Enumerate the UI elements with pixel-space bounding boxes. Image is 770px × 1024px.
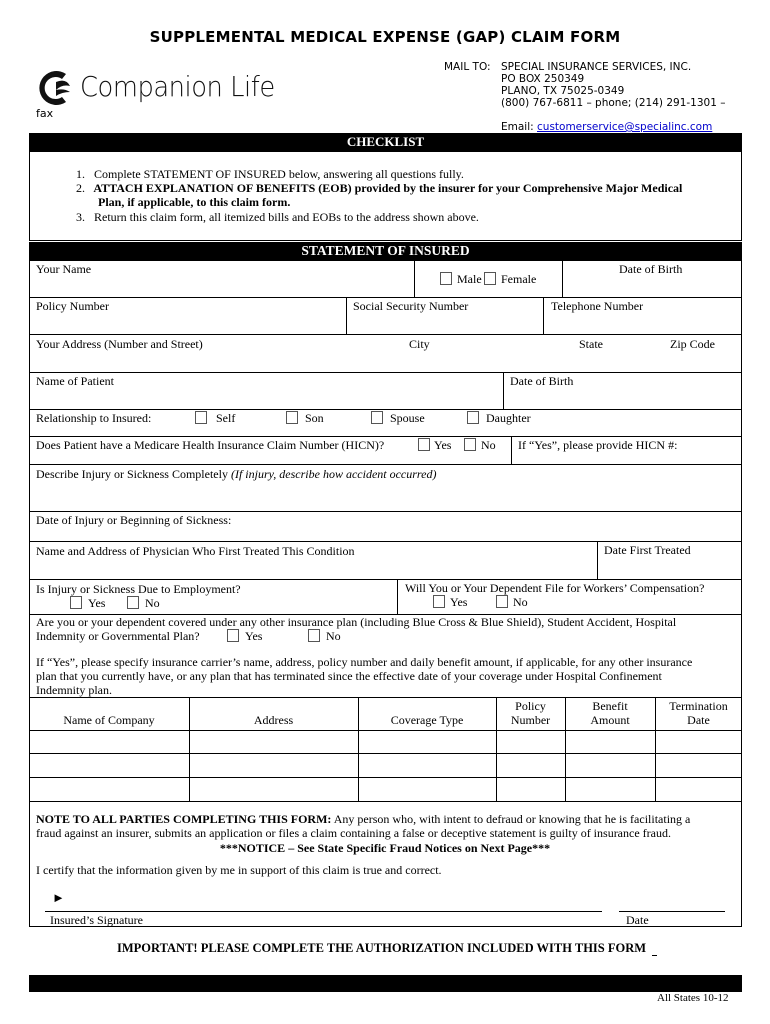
self-checkbox[interactable] <box>195 411 207 424</box>
signature-date-label: Date <box>626 913 649 927</box>
hicn-provide-label: If “Yes”, please provide HICN #: <box>518 438 678 452</box>
date-first-treated-label: Date First Treated <box>604 543 691 557</box>
mail-line: PO BOX 250349 <box>501 73 585 85</box>
table-header-address: Address <box>253 713 294 727</box>
other-insurance-no-checkbox[interactable] <box>308 629 320 642</box>
patient-name-label: Name of Patient <box>36 374 114 388</box>
email-label: Email: <box>501 121 534 133</box>
signature-field[interactable] <box>45 892 602 910</box>
dob-label: Date of Birth <box>619 262 683 276</box>
fax-label: fax <box>36 107 54 120</box>
other-insurance-no-label: No <box>326 629 341 643</box>
email-row <box>501 121 712 133</box>
female-checkbox[interactable] <box>484 272 496 285</box>
hicn-no-label: No <box>481 438 496 452</box>
your-name-label: Your Name <box>36 262 92 276</box>
notice-line-2: fraud against an insurer, submits an application or files a claim containing a false or deceptive statement is guilty of insurance fraud. <box>36 826 671 840</box>
workers-comp-no-checkbox[interactable] <box>496 595 508 608</box>
employment-yes-label: Yes <box>88 596 106 610</box>
notice-text: Any person who, with intent to defraud or knowing that he is facilitating a <box>331 812 691 826</box>
checklist-item-2-cont: Plan, if applicable, to this claim form. <box>98 195 291 209</box>
male-checkbox[interactable] <box>440 272 452 285</box>
workers-comp-yes-checkbox[interactable] <box>433 595 445 608</box>
statement-heading: STATEMENT OF INSURED <box>29 242 742 260</box>
son-checkbox[interactable] <box>286 411 298 424</box>
important-notice: IMPORTANT! PLEASE COMPLETE THE AUTHORIZATION INCLUDED WITH THIS FORM <box>117 941 647 955</box>
workers-comp-yes-label: Yes <box>450 595 468 609</box>
item-text: Return this claim form, all itemized bills and EOBs to the address shown above. <box>94 210 479 224</box>
footer-bar <box>29 975 742 992</box>
describe-text: Describe Injury or Sickness Completely <box>36 467 231 481</box>
signature-arrow-icon: ► <box>52 890 65 905</box>
insurance-table-rows[interactable] <box>30 731 741 801</box>
if-yes-text-3: Indemnity plan. <box>36 683 112 697</box>
physician-label: Name and Address of Physician Who First Treated This Condition <box>36 544 355 558</box>
spouse-checkbox[interactable] <box>371 411 383 424</box>
mail-line: (800) 767-6811 – phone; (214) 291-1301 – <box>501 97 726 109</box>
item-text: ATTACH EXPLANATION OF BENEFITS (EOB) provided by the insurer for your Comprehensive Major Medical <box>93 181 683 195</box>
item-number: 2. <box>76 181 85 195</box>
mail-line: PLANO, TX 75025-0349 <box>501 85 625 97</box>
daughter-checkbox[interactable] <box>467 411 479 424</box>
policy-number-label: Policy Number <box>36 299 109 313</box>
signature-label: Insured’s Signature <box>50 913 143 927</box>
hicn-no-checkbox[interactable] <box>464 438 476 451</box>
spouse-label: Spouse <box>390 411 425 425</box>
self-label: Self <box>216 411 236 425</box>
checklist-item-1 <box>76 167 464 181</box>
workers-comp-label: Will You or Your Dependent File for Workers’ Compensation? <box>405 581 705 595</box>
mail-to-label: MAIL TO: <box>444 61 491 73</box>
son-label: Son <box>305 411 324 425</box>
item-number: 1. <box>76 167 85 181</box>
if-yes-text-1: If “Yes”, please specify insurance carrier’s name, address, policy number and daily benefit amount, if applicable, for any other insurance <box>36 655 693 669</box>
form-title: SUPPLEMENTAL MEDICAL EXPENSE (GAP) CLAIM FORM <box>149 28 621 46</box>
city-label: City <box>409 337 430 351</box>
table-header-policy: Policy <box>515 699 546 713</box>
state-label: State <box>579 337 603 351</box>
signature-date-field[interactable] <box>619 892 725 910</box>
employment-yes-checkbox[interactable] <box>70 596 82 609</box>
describe-italic: (If injury, describe how accident occurred) <box>230 467 437 481</box>
workers-comp-no-label: No <box>513 595 528 609</box>
logo-text: Companion Life <box>80 70 275 103</box>
table-header-benefit: Benefit <box>592 699 628 713</box>
table-header-benefit-2: Amount <box>590 713 630 727</box>
address-label: Your Address (Number and Street) <box>36 337 203 351</box>
telephone-label: Telephone Number <box>551 299 644 313</box>
table-header-coverage: Coverage Type <box>390 713 464 727</box>
checklist-item-2 <box>76 181 682 195</box>
employment-no-label: No <box>145 596 160 610</box>
checklist-item-3 <box>76 210 479 224</box>
notice-line-1 <box>36 812 690 827</box>
if-yes-text-2: plan that you currently have, or any plan that has terminated since the effective date of your coverage under Hospital Confinement <box>36 669 662 683</box>
zip-label: Zip Code <box>670 337 715 351</box>
patient-dob-label: Date of Birth <box>510 374 574 388</box>
item-text: Complete STATEMENT OF INSURED below, answering all questions fully. <box>94 167 464 181</box>
employment-no-checkbox[interactable] <box>127 596 139 609</box>
notice-bold-lead: NOTE TO ALL PARTIES COMPLETING THIS FORM: <box>36 812 332 826</box>
form-version: All States 10-12 <box>657 992 729 1004</box>
mail-address <box>501 61 726 109</box>
describe-label <box>36 467 436 482</box>
email-link[interactable]: customerservice@specialinc.com <box>537 121 713 133</box>
male-label: Male <box>457 272 482 286</box>
other-insurance-text-2: Indemnity or Governmental Plan? <box>36 629 200 643</box>
other-insurance-yes-checkbox[interactable] <box>227 629 239 642</box>
relationship-label: Relationship to Insured: <box>36 411 152 425</box>
mail-line: SPECIAL INSURANCE SERVICES, INC. <box>501 61 692 73</box>
other-insurance-yes-label: Yes <box>245 629 263 643</box>
hicn-question: Does Patient have a Medicare Health Insurance Claim Number (HICN)? <box>36 438 385 452</box>
table-header-company: Name of Company <box>63 713 155 727</box>
state-notice: ***NOTICE – See State Specific Fraud Notices on Next Page*** <box>219 841 551 855</box>
table-header-termination-2: Date <box>687 713 710 727</box>
hicn-yes-label: Yes <box>434 438 452 452</box>
ssn-label: Social Security Number <box>353 299 469 313</box>
date-injury-label: Date of Injury or Beginning of Sickness: <box>36 513 232 527</box>
other-insurance-text-1: Are you or your dependent covered under any other insurance plan (including Blue Cross & Blue Shield), Student Accident, Hospital <box>36 615 677 629</box>
item-number: 3. <box>76 210 85 224</box>
daughter-label: Daughter <box>486 411 531 425</box>
female-label: Female <box>501 272 537 286</box>
employment-label: Is Injury or Sickness Due to Employment? <box>36 582 241 596</box>
checklist-heading: CHECKLIST <box>29 133 742 151</box>
certify-text: I certify that the information given by me in support of this claim is true and correct. <box>36 863 442 877</box>
table-header-policy-2: Number <box>510 713 551 727</box>
table-header-termination: Termination <box>669 699 728 713</box>
hicn-yes-checkbox[interactable] <box>418 438 430 451</box>
